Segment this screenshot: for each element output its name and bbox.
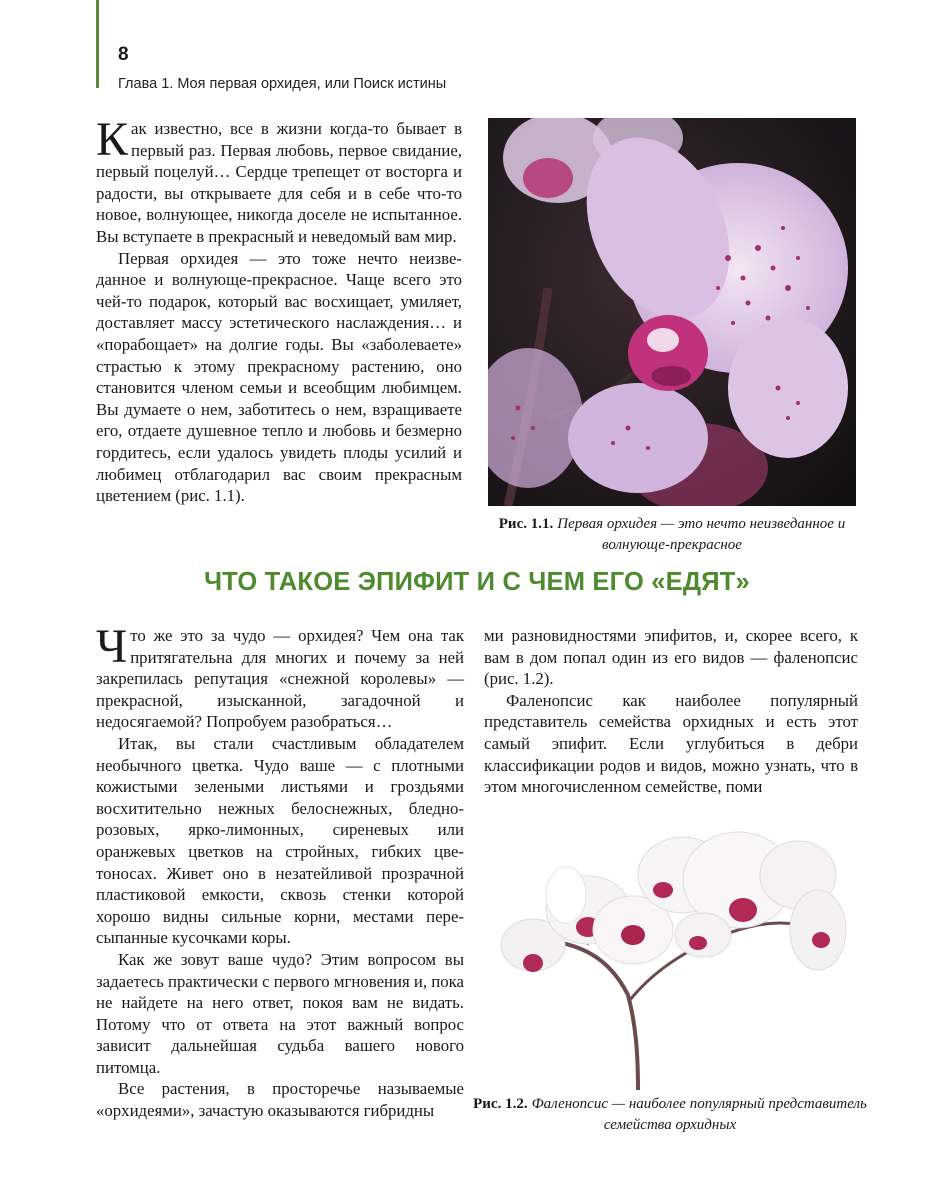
section-left-column (96, 620, 464, 1122)
section-right-column (484, 625, 858, 798)
section-paragraph-1 (96, 620, 464, 733)
drop-cap: К (96, 113, 129, 166)
orchid-flower-7 (790, 890, 846, 970)
section-paragraph-5: ми разновидностями эпифитов, и, скорее всего, к вам в дом попал один из его видов — фаленопсис (рис. 1.2). (484, 626, 858, 689)
section-paragraph-4: Все растения, в просторечье называемые «орхидеями», зачастую оказываются гибридны (96, 1079, 464, 1121)
page-number: 8 (118, 44, 129, 65)
figure-2-label: Рис. 1.2. (473, 1096, 528, 1112)
intro-paragraph-1-text: ак известно, все в жизни когда-то бывает в первый раз. Первая любовь, первое свидание, первый поцелуй… Сердце трепещет от восторга и радости, вы открываете для себя и в себе что-то новое, волнующее, никогда доселе не испытанное. Вы вступаете в прекрасный и неведомый вам мир. (96, 119, 462, 246)
intro-paragraph-2: Первая орхидея — это тоже нечто неизведанное и волнующе-прекрасное. Чаще всего это чей-то подарок, который вас восхищает, умиляет, доставляет массу эстетического наслаждения… и «порабощает» на долгие годы. Вы «заболеваете» страстью к этому прекрасному растению, оно становится членом семьи и всеобщим любимцем. Вы думаете о нем, заботитесь о нем, взращиваете его, отдаете душевное тепло и любовь и безмерно гордитесь, если удалось увидеть плоды усилий и любимец отблагодарил вас своим прекрасным цветением (рис. 1.1). (96, 248, 462, 506)
chapter-title: Глава 1. Моя первая орхидея, или Поиск истины (118, 76, 447, 92)
pink-orchid-image (488, 118, 856, 506)
intro-text-column (96, 113, 462, 507)
section-paragraph-1-text: то же это за чудо — орхидея? Чем она так притягательна для многих и почему за ней закрепилась репутация «снежной королевы» — прекрасной, изысканной, загадочной и недосягаемой? Попробуем разобраться… (96, 626, 464, 732)
figure-2-caption-text: Фаленопсис — наиболее популярный представитель семейства орхидных (531, 1096, 867, 1133)
drop-cap: Ч (96, 620, 128, 673)
orchid-flower-8 (675, 913, 731, 957)
figure-1-caption (486, 514, 858, 556)
white-orchid-image (488, 815, 858, 1090)
intro-paragraph-1 (96, 113, 462, 248)
figure-1-label: Рис. 1.1. (498, 516, 554, 532)
figure-2-caption (470, 1094, 870, 1136)
section-paragraph-3: Как же зовут ваше чудо? Этим вопросом вы задаетесь практически с первого мгновения и, пока не найдете на него ответ, покоя вам не видать. Потому что от ответа на этот важный вопрос зависит дальнейшая судьба вашего нового питомца. (96, 949, 464, 1077)
header-rule (96, 0, 99, 88)
figure-1-photo (488, 118, 856, 506)
figure-2-photo (488, 815, 858, 1090)
section-paragraph-6: Фаленопсис как наиболее популярный представитель семейства орхидных и есть этот самый эпифит. Если углубиться в дебри классификации родов и видов, можно узнать, что в этом многочисленном семействе, поми (484, 690, 858, 797)
section-paragraph-2: Итак, вы стали счастливым обладателем необычного цветка. Чудо ваше — с плотными кожистыми зелеными листьями и гроздьями восхитительно нежных белоснежных, бледно-розовых, ярко-лимонных, сиреневых или оранжевых цветков на стройных, гибких цветоносах. Живет оно в незатейливой прозрачной пластиковой емкости, сквозь стенки которой хорошо видны сильные корни, местами пересыпанные кусочками коры. (96, 733, 464, 948)
section-heading: ЧТО ТАКОЕ ЭПИФИТ И С ЧЕМ ЕГО «ЕДЯТ» (204, 568, 750, 596)
figure-1-caption-text: Первая орхидея — это нечто неизведанное и волнующе-прекрасное (557, 516, 846, 553)
